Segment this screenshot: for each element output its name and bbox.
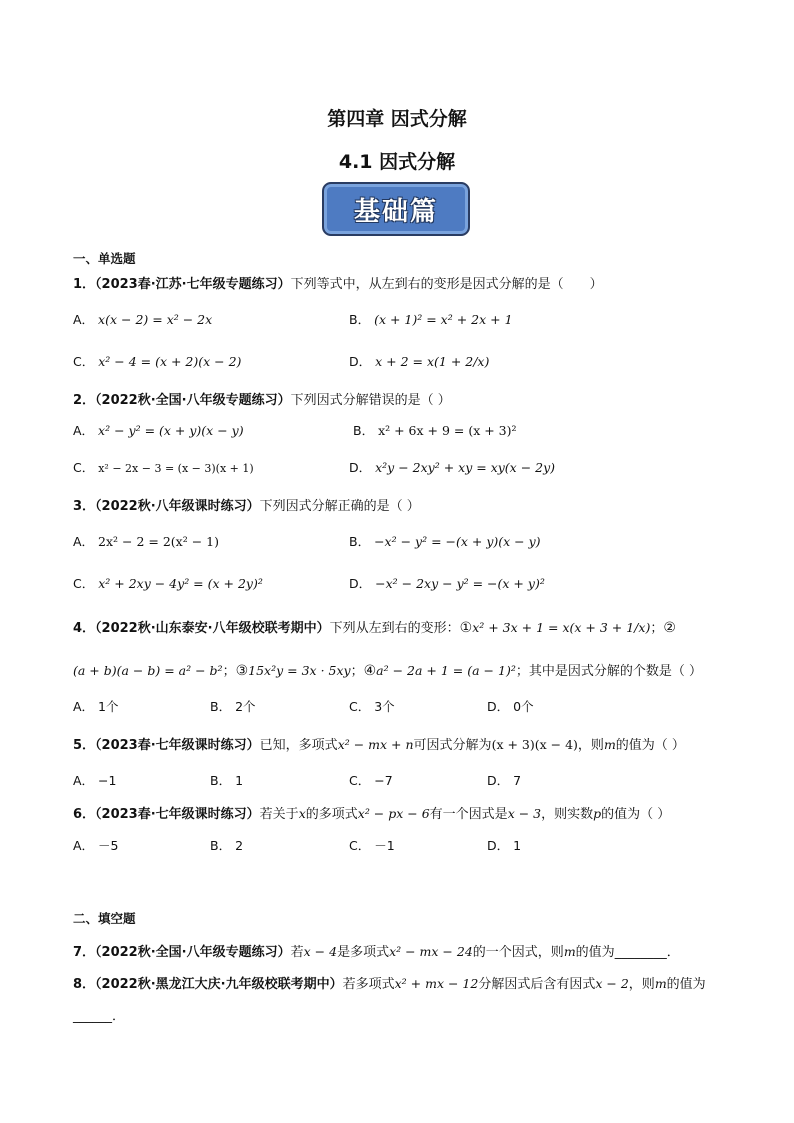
q5-option-c (349, 771, 393, 789)
option-text: －5 (98, 838, 119, 853)
q6-stem-part: ，则实数 (541, 807, 594, 822)
q5-stem-part: 可因式分解为 (413, 738, 492, 753)
option-text: 1 (235, 773, 244, 788)
q3-option-a (73, 532, 219, 550)
q6-option-a (73, 836, 119, 854)
option-formula: x² − y² = (x + y)(x − y) (98, 423, 244, 438)
q4-option-a (73, 697, 119, 715)
q3-stem: 下列因式分解正确的是（ ） (259, 499, 420, 514)
option-text: −7 (374, 773, 393, 788)
q7-number: 7． (73, 945, 96, 960)
separator: ； (350, 664, 364, 679)
q5-formula: m (603, 737, 616, 752)
q2-stem: 下列因式分解错误的是（ ） (290, 393, 451, 408)
level-badge-label: 基础篇 (353, 196, 438, 227)
option-formula: (x + 1)² = x² + 2x + 1 (374, 312, 513, 327)
question-7 (73, 941, 680, 960)
q1-option-a (73, 310, 212, 328)
q1-option-d (349, 352, 489, 370)
q1-option-b (349, 310, 513, 328)
option-letter: C． (73, 354, 95, 369)
option-text: 7 (513, 773, 522, 788)
q8-number: 8． (73, 977, 96, 992)
q7-end: ． (666, 945, 680, 960)
q6-formula: p (593, 806, 602, 821)
q1-number: 1． (73, 277, 96, 292)
option-text: －1 (374, 838, 395, 853)
option-letter: A． (73, 423, 95, 438)
question-2 (73, 389, 451, 408)
option-formula: x² + 6x + 9 = (x + 3)² (378, 423, 517, 438)
q5-option-a (73, 771, 116, 789)
q2-number: 2． (73, 393, 96, 408)
option-letter: A． (73, 699, 95, 714)
q7-formula: x² − mx − 24 (389, 944, 473, 959)
q8-formula: x − 2 (595, 976, 629, 991)
option-letter: B． (210, 773, 232, 788)
q4-option-c (349, 697, 395, 715)
q8-stem-part: 若多项式 (342, 977, 395, 992)
question-4-line-2 (73, 660, 702, 679)
option-letter: D． (487, 773, 510, 788)
question-4 (73, 617, 676, 636)
q8-formula: m (654, 976, 667, 991)
q8-formula: x² + mx − 12 (394, 976, 479, 991)
option-letter: C． (73, 576, 95, 591)
item-4-formula: a² − 2a + 1 = (a − 1)² (376, 663, 516, 678)
item-2-formula: (a + b)(a − b) = a² − b² (73, 663, 223, 678)
q6-formula: x² − px − 6 (357, 806, 430, 821)
q4-option-d (487, 697, 534, 715)
q5-formula: x² − mx + n (337, 737, 414, 752)
q5-option-b (210, 771, 243, 789)
answer-blank[interactable]: ________ (614, 945, 667, 960)
q7-formula: x − 4 (303, 944, 338, 959)
q8-end: ． (112, 1009, 126, 1024)
option-formula: x²y − 2xy² + xy = xy(x − 2y) (375, 460, 556, 475)
option-letter: C． (349, 773, 371, 788)
q5-option-d (487, 771, 521, 789)
q3-option-b (349, 532, 541, 550)
q5-stem-part: 的值为（ ） (615, 738, 685, 753)
q6-stem-part: 的值为（ ） (601, 807, 671, 822)
option-text: 3个 (374, 699, 395, 714)
option-letter: A． (73, 534, 95, 549)
q1-source: （2023春·江苏·七年级专题练习） (95, 277, 291, 292)
q6-stem-part: 有一个因式是 (429, 807, 508, 822)
part2-heading: 二、填空题 (73, 911, 136, 926)
option-letter: B． (210, 838, 232, 853)
option-formula: −x² − y² = −(x + y)(x − y) (374, 534, 541, 549)
q3-source: （2022秋·八年级课时练习） (95, 499, 260, 514)
option-text: 2个 (235, 699, 256, 714)
option-letter: A． (73, 773, 95, 788)
option-text: 1 (513, 838, 522, 853)
q2-option-c (73, 458, 254, 476)
option-letter: C． (349, 838, 371, 853)
option-letter: C． (73, 460, 95, 475)
separator: ； (222, 664, 236, 679)
q5-number: 5． (73, 738, 96, 753)
q6-stem-part: 若关于 (259, 807, 299, 822)
option-letter: D． (487, 699, 510, 714)
q4-stem: 下列从左到右的变形： (329, 621, 460, 636)
option-letter: D． (349, 354, 372, 369)
separator: ； (650, 621, 664, 636)
option-formula: x(x − 2) = x² − 2x (98, 312, 213, 327)
option-text: 0个 (513, 699, 534, 714)
q7-formula: m (563, 944, 576, 959)
question-1 (73, 273, 603, 292)
option-text: 2 (235, 838, 244, 853)
question-5 (73, 734, 685, 753)
q7-stem-part: 的值为 (575, 945, 615, 960)
q2-option-d (349, 458, 555, 476)
question-3 (73, 495, 420, 514)
option-text: 1个 (98, 699, 119, 714)
q7-source: （2022秋·全国·八年级专题练习） (95, 945, 291, 960)
option-formula: x² − 2x − 3 = (x − 3)(x + 1) (98, 462, 254, 475)
option-formula: x² + 2xy − 4y² = (x + 2y)² (98, 576, 263, 591)
q4-source: （2022秋·山东泰安·八年级校联考期中） (95, 621, 330, 636)
q2-option-a (73, 421, 244, 439)
option-letter: A． (73, 312, 95, 327)
q6-formula: x − 3 (507, 806, 542, 821)
item-1-formula: x² + 3x + 1 = x(x + 3 + 1/x) (472, 620, 651, 635)
item-3-marker: ③ (235, 663, 249, 679)
q3-option-d (349, 574, 545, 592)
q6-option-b (210, 836, 243, 854)
q4-tail: ；其中是因式分解的个数是（ ） (515, 664, 702, 679)
level-badge (322, 182, 470, 236)
q6-option-d (487, 836, 521, 854)
question-8 (73, 973, 706, 992)
option-letter: B． (353, 423, 375, 438)
option-letter: D． (349, 576, 372, 591)
item-2-marker: ② (663, 620, 676, 636)
question-8-line-2 (73, 1005, 125, 1024)
option-formula: 2x² − 2 = 2(x² − 1) (98, 534, 219, 549)
option-letter: B． (349, 534, 371, 549)
option-letter: B． (349, 312, 371, 327)
q8-stem-part: 分解因式后含有因式 (478, 977, 596, 992)
section-title: 4.1 因式分解 (338, 151, 456, 173)
q5-formula: (x + 3)(x − 4) (491, 737, 578, 752)
q8-source: （2022秋·黑龙江大庆·九年级校联考期中） (95, 977, 343, 992)
option-formula: x + 2 = x(1 + 2/x) (375, 354, 490, 369)
option-text: −1 (98, 773, 117, 788)
option-formula: −x² − 2xy − y² = −(x + y)² (375, 576, 545, 591)
question-6 (73, 803, 670, 822)
answer-blank[interactable]: ______ (73, 1009, 112, 1024)
q6-formula: x (298, 806, 306, 821)
option-formula: x² − 4 = (x + 2)(x − 2) (98, 354, 242, 369)
q4-option-b (210, 697, 256, 715)
q8-stem-part: ，则 (628, 977, 655, 992)
q6-option-c (349, 836, 395, 854)
q3-option-c (73, 574, 263, 592)
q8-stem-part: 的值为 (666, 977, 706, 992)
option-letter: D． (349, 460, 372, 475)
part1-heading: 一、单选题 (73, 251, 136, 266)
q5-stem-part: 已知，多项式 (259, 738, 338, 753)
option-letter: C． (349, 699, 371, 714)
option-letter: D． (487, 838, 510, 853)
q5-stem-part: ，则 (577, 738, 604, 753)
item-3-formula: 15x²y = 3x · 5xy (248, 663, 351, 678)
item-1-marker: ① (459, 620, 473, 636)
chapter-title: 第四章 因式分解 (327, 108, 467, 130)
q7-stem-part: 是多项式 (337, 945, 390, 960)
q5-source: （2023春·七年级课时练习） (95, 738, 260, 753)
q6-number: 6． (73, 807, 96, 822)
q1-stem: 下列等式中，从左到右的变形是因式分解的是（ ） (290, 277, 603, 292)
q3-number: 3． (73, 499, 96, 514)
q6-source: （2023春·七年级课时练习） (95, 807, 260, 822)
q7-stem-part: 的一个因式，则 (472, 945, 564, 960)
q1-option-c (73, 352, 241, 370)
q2-option-b (353, 421, 517, 439)
q4-number: 4． (73, 621, 96, 636)
q7-stem-part: 若 (290, 945, 304, 960)
item-4-marker: ④ (363, 663, 377, 679)
q2-source: （2022秋·全国·八年级专题练习） (95, 393, 291, 408)
option-letter: A． (73, 838, 95, 853)
option-letter: B． (210, 699, 232, 714)
q6-stem-part: 的多项式 (305, 807, 358, 822)
